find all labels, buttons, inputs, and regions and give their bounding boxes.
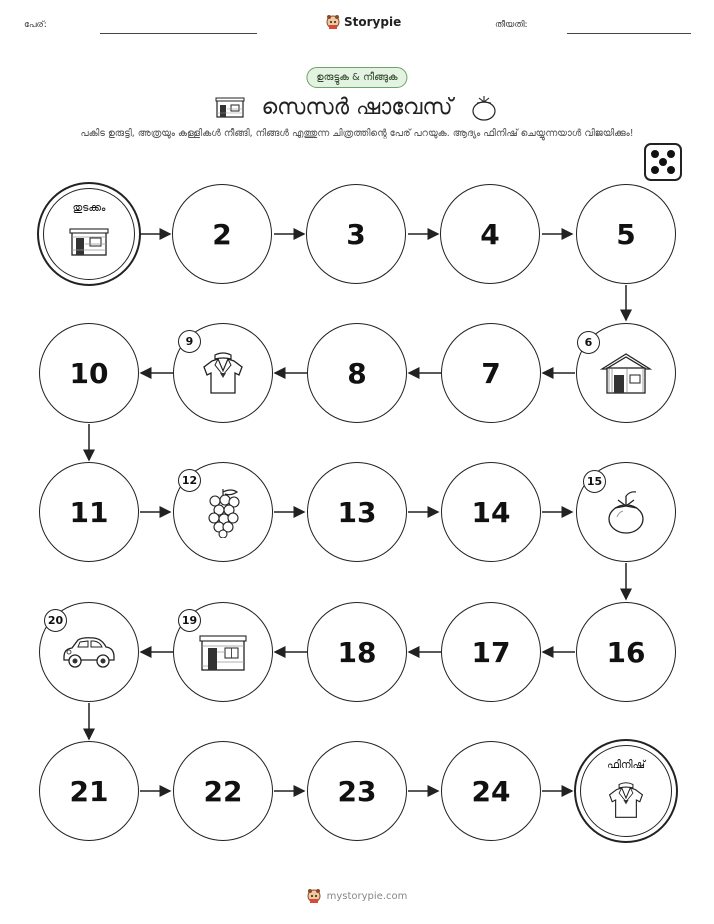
tomato-icon bbox=[604, 488, 648, 536]
sailor-shirt-icon bbox=[606, 781, 646, 819]
grapes-icon bbox=[203, 486, 243, 538]
brand-name: Storypie bbox=[344, 15, 402, 29]
footer-url[interactable]: mystorypie.com bbox=[326, 890, 408, 902]
board-space-2[interactable] bbox=[172, 184, 272, 284]
board-space-17[interactable] bbox=[441, 602, 541, 702]
footer bbox=[0, 888, 714, 904]
board-space-5[interactable] bbox=[576, 184, 676, 284]
space-badge-6: 6 bbox=[577, 331, 600, 354]
space-number: 11 bbox=[69, 495, 109, 529]
finish-label: ഫിനിഷ് bbox=[607, 759, 645, 771]
brick-house-icon bbox=[198, 632, 248, 672]
start-node[interactable] bbox=[37, 182, 141, 286]
date-label: തീയതി: bbox=[495, 20, 528, 30]
space-badge-19: 19 bbox=[178, 609, 201, 632]
board-space-18[interactable] bbox=[307, 602, 407, 702]
space-number: 5 bbox=[616, 217, 636, 251]
space-number: 24 bbox=[471, 774, 511, 808]
space-number: 2 bbox=[212, 217, 232, 251]
category-pill: ഉരുട്ടുക & നീങ്ങുക bbox=[306, 67, 407, 88]
storypie-mascot-icon bbox=[307, 888, 321, 904]
start-label: തുടക്കം bbox=[72, 202, 106, 214]
board-space-11[interactable] bbox=[39, 462, 139, 562]
board-space-13[interactable] bbox=[307, 462, 407, 562]
space-badge-15: 15 bbox=[583, 470, 606, 493]
space-badge-9: 9 bbox=[178, 330, 201, 353]
space-badge-20: 20 bbox=[44, 609, 67, 632]
space-number: 23 bbox=[337, 774, 377, 808]
space-number: 17 bbox=[471, 635, 511, 669]
space-number: 16 bbox=[606, 635, 646, 669]
space-number: 13 bbox=[337, 495, 377, 529]
board-space-16[interactable] bbox=[576, 602, 676, 702]
instructions: പകിട ഉരുട്ടി, അത്രയും കള്ളികൾ നീങ്ങി, നിങ്ങൾ എത്തുന്ന ചിത്രത്തിന്റെ പേര് പറയുക. ആദ്യം ഫിനിഷ് ചെയ്യുന്നയാൾ വിജയിക്കും! bbox=[80, 128, 634, 139]
board-space-24[interactable] bbox=[441, 741, 541, 841]
page-title: സെസർ ഷാവേസ് bbox=[261, 94, 453, 120]
space-number: 14 bbox=[471, 495, 511, 529]
sailor-shirt-icon bbox=[200, 351, 246, 395]
name-label: പേര്: bbox=[24, 20, 47, 30]
board-space-7[interactable] bbox=[441, 323, 541, 423]
space-number: 21 bbox=[69, 774, 109, 808]
space-number: 8 bbox=[347, 356, 367, 390]
space-number: 3 bbox=[346, 217, 366, 251]
board-space-4[interactable] bbox=[440, 184, 540, 284]
wooden-shed-icon bbox=[600, 351, 652, 395]
space-badge-12: 12 bbox=[178, 469, 201, 492]
finish-node[interactable] bbox=[574, 739, 678, 843]
car-icon bbox=[60, 635, 118, 669]
space-number: 4 bbox=[480, 217, 500, 251]
board-space-8[interactable] bbox=[307, 323, 407, 423]
brick-house-icon bbox=[69, 225, 109, 257]
space-number: 22 bbox=[203, 774, 243, 808]
board-space-21[interactable] bbox=[39, 741, 139, 841]
space-number: 7 bbox=[481, 356, 501, 390]
space-number: 10 bbox=[69, 356, 109, 390]
board-space-10[interactable] bbox=[39, 323, 139, 423]
board-space-22[interactable] bbox=[173, 741, 273, 841]
space-number: 18 bbox=[337, 635, 377, 669]
board-space-3[interactable] bbox=[306, 184, 406, 284]
board-space-14[interactable] bbox=[441, 462, 541, 562]
board-space-23[interactable] bbox=[307, 741, 407, 841]
